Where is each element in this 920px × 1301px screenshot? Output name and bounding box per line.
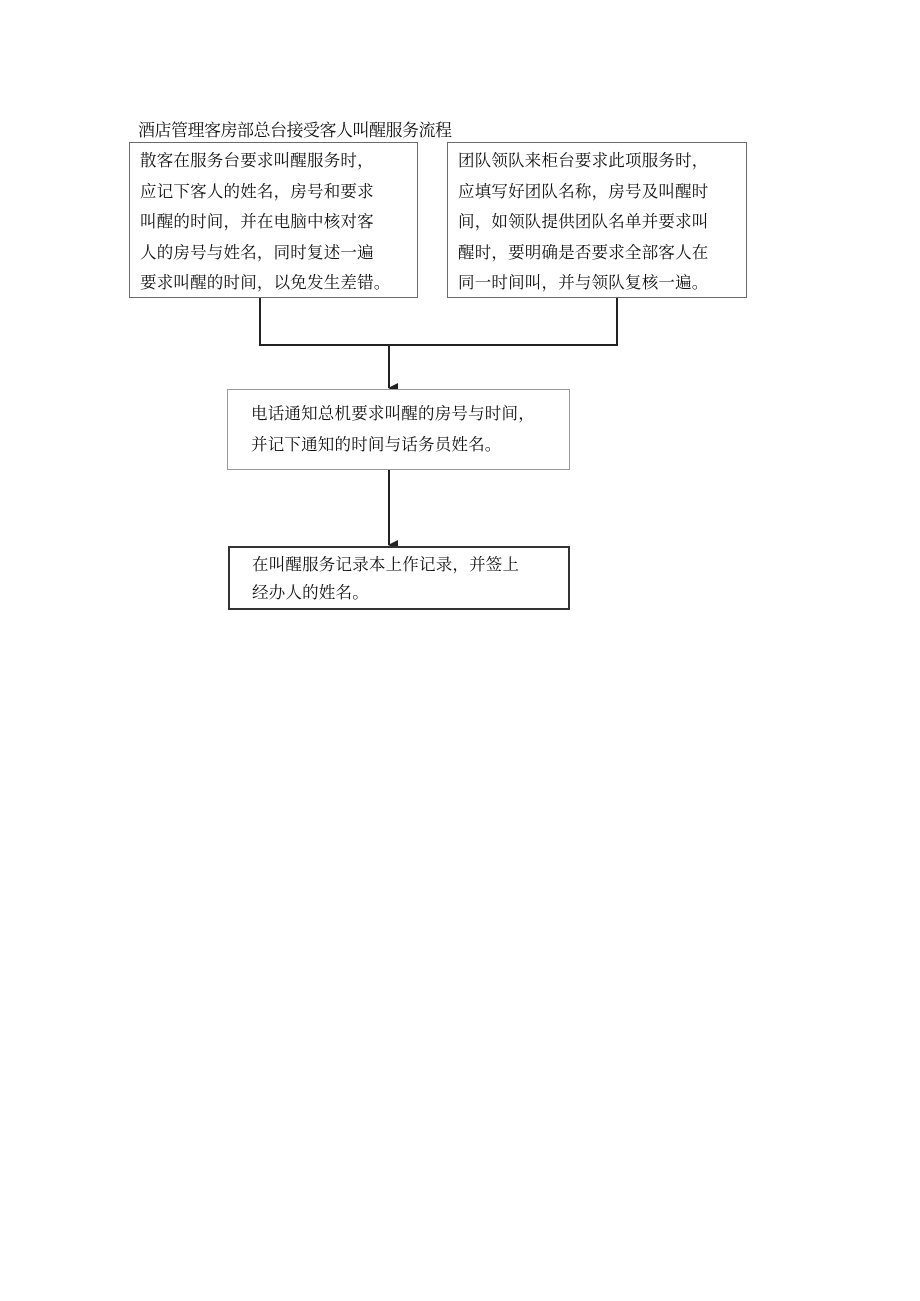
node-group-leader-request: 团队领队来柜台要求此项服务时， 应填写好团队名称，房号及叫醒时 间，如领队提供团队名单并要求叫 醒时，要明确是否要求全部客人在 同一时间叫，并与领队复核一遍。 bbox=[447, 142, 747, 298]
node-walkin-guest-request: 散客在服务台要求叫醒服务时， 应记下客人的姓名，房号和要求 叫醒的时间，并在电脑中核对客 人的房号与姓名，同时复述一遍 要求叫醒的时间，以免发生差错。 bbox=[129, 142, 418, 298]
node-notify-switchboard: 电话通知总机要求叫醒的房号与时间， 并记下通知的时间与话务员姓名。 bbox=[227, 389, 570, 470]
page-title: 酒店管理客房部总台接受客人叫醒服务流程 bbox=[138, 121, 452, 141]
node-record-in-log: 在叫醒服务记录本上作记录，并签上 经办人的姓名。 bbox=[228, 546, 570, 610]
